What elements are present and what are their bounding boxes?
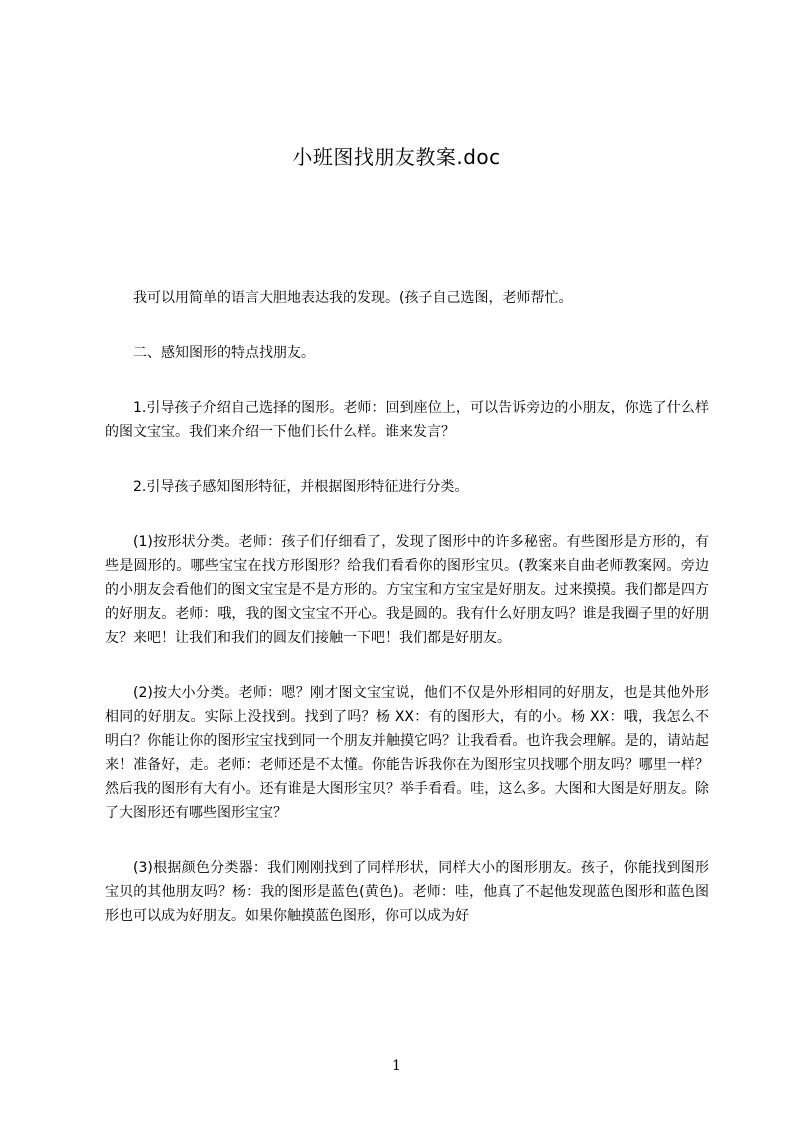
paragraph-sort-by-color: (3)根据颜色分类器：我们刚刚找到了同样形状，同样大小的图形朋友。孩子，你能找到图形宝贝的其他朋友吗？杨：我的图形是蓝色(黄色)。老师：哇，他真了不起他发现蓝色图形和蓝色图形也可以成为好朋友。如果你触摸蓝色图形，你可以成为好 [105, 860, 709, 924]
paragraph-sort-by-shape: (1)按形状分类。老师：孩子们仔细看了，发现了图形中的许多秘密。有些图形是方形的，有些是圆形的。哪些宝宝在找方形图形？给我们看看你的图形宝贝。(教案来自曲老师教案网。旁边的小朋友会看他们的图文宝宝是不是方形的。方宝宝和方宝宝是好朋友。过来摸摸。我们都是四方的好朋友。老师：哦，我的图文宝宝不开心。我是圆的。我有什么好朋友吗？谁是我圈子里的好朋友？来吧！让我们和我们的圆友们接触一下吧！我们都是好朋友。 [105, 534, 709, 646]
document-body [105, 286, 709, 959]
paragraph-step-1: 1.引导孩子介绍自己选择的图形。老师：回到座位上，可以告诉旁边的小朋友，你选了什么样的图文宝宝。我们来介绍一下他们长什么样。谁来发言？ [105, 400, 709, 440]
page-number: 1 [392, 1058, 401, 1074]
paragraph-sort-by-size: (2)按大小分类。老师：嗯？刚才图文宝宝说，他们不仅是外形相同的好朋友，也是其他外形相同的好朋友。实际上没找到。找到了吗？杨 XX：有的图形大，有的小。杨 XX：哦，我怎么不明白？你能让你的图形宝宝找到同一个朋友并触摸它吗？让我看看。也许我会理解。是的，请站起来！准备好，走。老师：老师还是不太懂。你能告诉我你在为图形宝贝找哪个朋友吗？哪里一样？然后我的图形有大有小。还有谁是大图形宝贝？举手看看。哇，这么多。大图和大图是好朋友。除了大图形还有哪些图形宝宝？ [105, 685, 709, 821]
section-heading: 二、感知图形的特点找朋友。 [133, 345, 315, 361]
document-title: 小班图找朋友教案.doc [292, 145, 501, 169]
paragraph-step-2: 2.引导孩子感知图形特征，并根据图形特征进行分类。 [133, 479, 469, 495]
paragraph-intro: 我可以用简单的语言大胆地表达我的发现。(孩子自己选图，老师帮忙。 [133, 290, 573, 306]
